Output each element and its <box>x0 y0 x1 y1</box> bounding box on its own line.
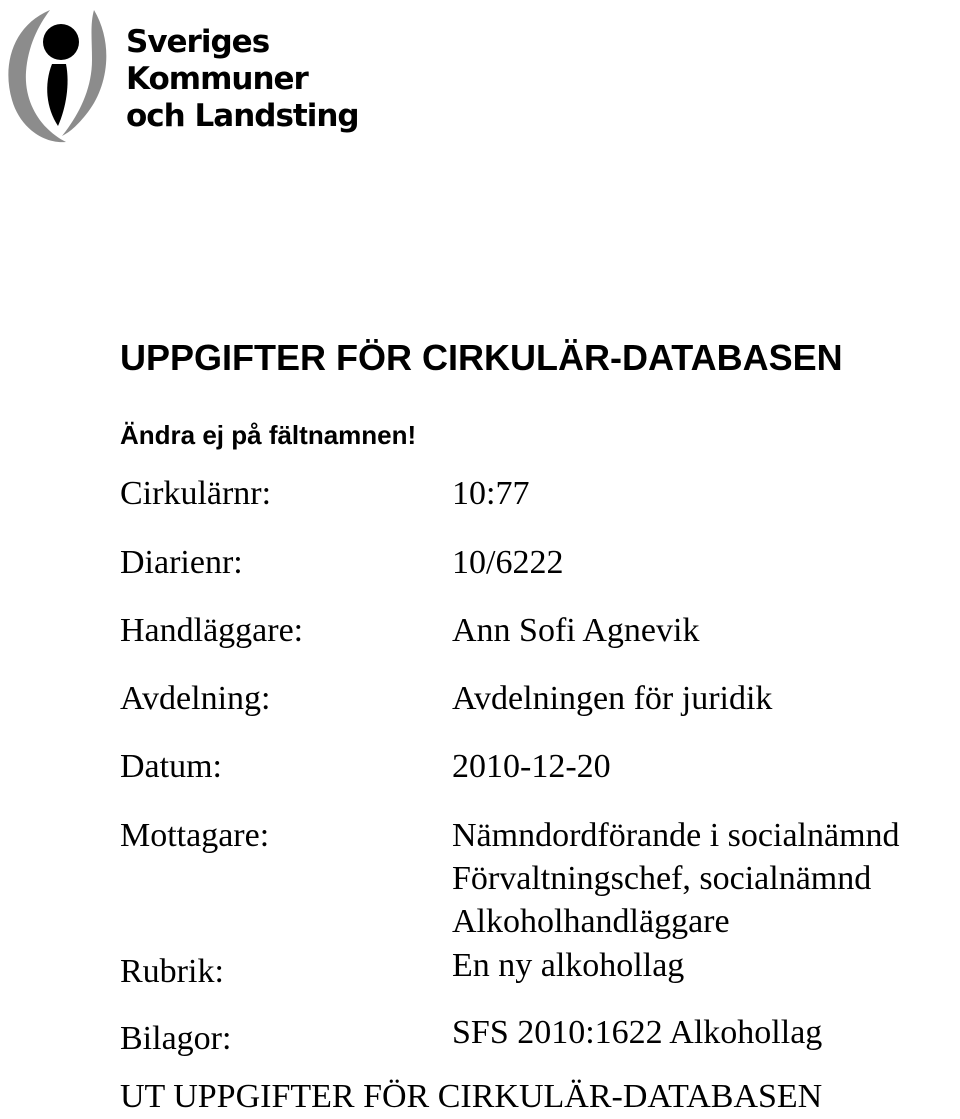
mottagare-label: Mottagare: <box>120 817 270 854</box>
avdelning-value: Avdelningen för juridik <box>452 680 773 717</box>
handlaggare-label: Handläggare: <box>120 612 304 649</box>
handlaggare-value: Ann Sofi Agnevik <box>452 612 700 649</box>
mottagare-value-1: Nämndordförande i socialnämnd <box>452 817 900 854</box>
rubrik-label: Rubrik: <box>120 953 224 990</box>
bilagor-label: Bilagor: <box>120 1020 232 1057</box>
avdelning-label: Avdelning: <box>120 680 271 717</box>
organization-logo <box>0 0 360 150</box>
datum-label: Datum: <box>120 748 222 785</box>
rubrik-value: En ny alkohollag <box>452 947 685 984</box>
logo-wordmark <box>126 24 359 135</box>
logo-line-2: Kommuner <box>126 61 308 97</box>
end-marker: UT UPPGIFTER FÖR CIRKULÄR-DATABASEN <box>120 1078 823 1115</box>
cirkularnr-value: 10:77 <box>452 475 530 512</box>
figure-emblem-icon <box>2 4 114 144</box>
diarienr-value: 10/6222 <box>452 544 564 581</box>
page-title: UPPGIFTER FÖR CIRKULÄR-DATABASEN <box>120 337 843 378</box>
cirkularnr-label: Cirkulärnr: <box>120 475 272 512</box>
logo-line-1: Sveriges <box>126 24 270 60</box>
datum-value: 2010-12-20 <box>452 748 611 785</box>
bilagor-value: SFS 2010:1622 Alkohollag <box>452 1014 823 1051</box>
logo-line-3: och Landsting <box>126 98 359 134</box>
mottagare-value-3: Alkoholhandläggare <box>452 903 730 940</box>
field-name-warning: Ändra ej på fältnamnen! <box>120 420 417 450</box>
diarienr-label: Diarienr: <box>120 544 243 581</box>
mottagare-value-2: Förvaltningschef, socialnämnd <box>452 860 872 897</box>
